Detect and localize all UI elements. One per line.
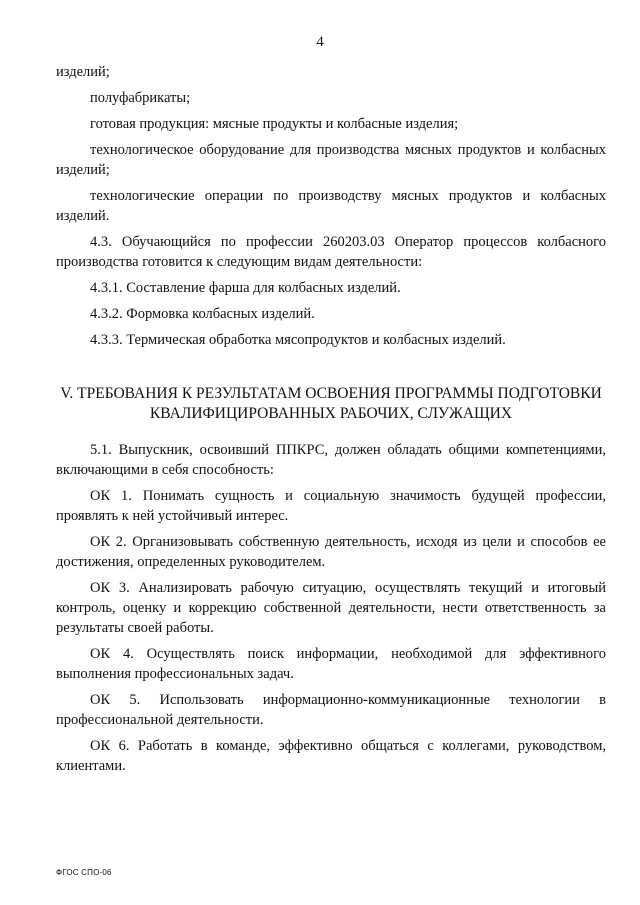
list-item: технологическое оборудование для производства мясных продуктов и колбасных изделий; <box>56 142 606 178</box>
list-item: готовая продукция: мясные продукты и колбасные изделия; <box>90 116 459 132</box>
paragraph-4-3-2: 4.3.2. Формовка колбасных изделий. <box>90 306 315 322</box>
paragraph-4-3: 4.3. Обучающийся по профессии 260203.03 Оператор процессов колбасного производства готовится к следующим видам деятельности: <box>56 234 606 270</box>
section-heading-line-2: КВАЛИФИЦИРОВАННЫХ РАБОЧИХ, СЛУЖАЩИХ <box>149 405 513 422</box>
competency-ok-6: ОК 6. Работать в команде, эффективно общаться с коллегами, руководством, клиентами. <box>56 738 606 774</box>
footer-label: ФГОС СПО-06 <box>56 868 112 877</box>
competency-ok-4: ОК 4. Осуществлять поиск информации, необходимой для эффективного выполнения профессиональных задач. <box>56 646 606 682</box>
competency-ok-3: ОК 3. Анализировать рабочую ситуацию, осуществлять текущий и итоговый контроль, оценку и коррекцию собственной деятельности, нести ответственность за результаты своей работы. <box>56 580 606 636</box>
competency-ok-1: ОК 1. Понимать сущность и социальную значимость будущей профессии, проявлять к ней устойчивый интерес. <box>56 488 606 524</box>
page-number: 4 <box>316 34 324 50</box>
paragraph-4-3-1: 4.3.1. Составление фарша для колбасных изделий. <box>90 280 401 296</box>
competency-ok-2: ОК 2. Организовывать собственную деятельность, исходя из цели и способов ее достижения, определенных руководителем. <box>56 534 606 570</box>
section-heading-line-1: V. ТРЕБОВАНИЯ К РЕЗУЛЬТАТАМ ОСВОЕНИЯ ПРОГРАММЫ ПОДГОТОВКИ <box>60 385 602 402</box>
list-item: полуфабрикаты; <box>90 90 191 106</box>
paragraph-5-1: 5.1. Выпускник, освоивший ППКРС, должен обладать общими компетенциями, включающими в себя способность: <box>56 442 606 478</box>
document-body <box>56 62 606 782</box>
paragraph-continuation: изделий; <box>56 64 110 80</box>
paragraph-4-3-3: 4.3.3. Термическая обработка мясопродуктов и колбасных изделий. <box>90 332 506 348</box>
list-item: технологические операции по производству мясных продуктов и колбасных изделий. <box>56 188 606 224</box>
competency-ok-5: ОК 5. Использовать информационно-коммуникационные технологии в профессиональной деятельности. <box>56 692 606 728</box>
section-heading <box>56 384 606 424</box>
